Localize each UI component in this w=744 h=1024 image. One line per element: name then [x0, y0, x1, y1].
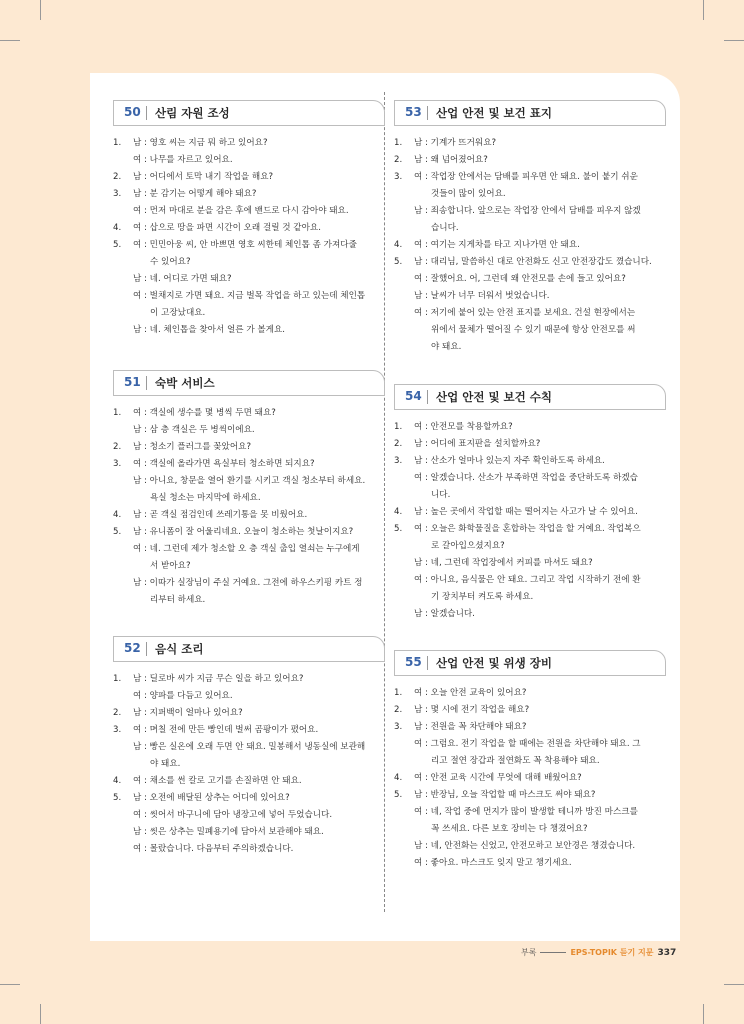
dialogue-line — [394, 436, 666, 453]
section-header-divider — [146, 642, 147, 656]
dialogue-text: 여 : 객실에 올라가면 욕실부터 청소하면 되지요? — [133, 459, 315, 469]
dialogue-text: 여 : 여기는 지게차를 타고 지나가면 안 돼요. — [414, 240, 580, 250]
dialogue-line — [394, 753, 666, 770]
question-number: 2. — [394, 155, 403, 165]
dialogue-text: 여 : 양파를 다듬고 있어요. — [133, 691, 233, 701]
section-title: 산림 자원 조성 — [155, 106, 230, 120]
section-number: 53 — [405, 105, 422, 119]
section-title: 산업 안전 및 보건 표지 — [436, 106, 552, 120]
dialogue-text: 여 : 며칠 전에 만든 빵인데 벌써 곰팡이가 폈어요. — [133, 725, 319, 735]
dialogue-line — [113, 558, 385, 575]
dialogue-text: 남 : 오전에 배달된 상추는 어디에 있어요? — [133, 793, 290, 803]
dialogue-line — [113, 773, 385, 790]
dialogue-text: 여 : 나무를 자르고 있어요. — [133, 155, 233, 165]
question-number: 2. — [394, 705, 403, 715]
dialogue-text: 여 : 네. 그런데 제가 청소할 오 층 객실 출입 열쇠는 누구에게 — [133, 544, 360, 554]
dialogue-text: 남 : 높은 곳에서 작업할 때는 떨어지는 사고가 날 수 있어요. — [414, 507, 638, 517]
dialogue-line — [394, 288, 666, 305]
section-54 — [394, 384, 666, 623]
section-header — [113, 370, 385, 396]
dialogue-text: 남 : 분 감기는 어떻게 해야 돼요? — [133, 189, 257, 199]
question-number: 5. — [394, 257, 403, 267]
dialogue-line — [394, 470, 666, 487]
dialogue-text: 남 : 지퍼백이 얼마나 있어요? — [133, 708, 243, 718]
dialogue-line — [113, 824, 385, 841]
dialogue-line — [394, 339, 666, 356]
question-number: 1. — [394, 422, 403, 432]
dialogue-line — [113, 671, 385, 688]
dialogue-text: 꼭 쓰세요. 다른 보호 장비는 다 챙겼어요? — [431, 824, 588, 834]
dialogue-text: 여 : 잘했어요. 어, 그런데 왜 안전모를 손에 들고 있어요? — [414, 274, 626, 284]
footer-rule — [540, 952, 566, 953]
question-number: 1. — [113, 138, 122, 148]
dialogue-line — [394, 487, 666, 504]
dialogue-text: 남 : 아니요, 창문을 열어 환기를 시키고 객실 청소부터 하세요. — [133, 476, 366, 486]
question-number: 1. — [394, 138, 403, 148]
dialogue-text: 남 : 빵은 실온에 오래 두면 안 돼요. 밀봉해서 냉동실에 보관해 — [133, 742, 366, 752]
dialogue-text: 리고 절연 장갑과 절연화도 꼭 착용해야 돼요. — [431, 756, 600, 766]
dialogue-text: 야 돼요. — [431, 342, 462, 352]
dialogue-text: 남 : 왜 넘어졌어요? — [414, 155, 488, 165]
dialogue-text: 남 : 영호 씨는 지금 뭐 하고 있어요? — [133, 138, 268, 148]
dialogue-line — [394, 271, 666, 288]
dialogue-line — [394, 787, 666, 804]
dialogue-line — [394, 702, 666, 719]
dialogue-line — [394, 521, 666, 538]
dialogue-line — [394, 237, 666, 254]
section-header-divider — [427, 390, 428, 404]
question-number: 2. — [113, 708, 122, 718]
crop-mark — [703, 0, 704, 20]
question-number: 1. — [394, 688, 403, 698]
section-52 — [113, 636, 385, 858]
dialogue-text: 남 : 죄송합니다. 앞으로는 작업장 안에서 담배를 피우지 않겠 — [414, 206, 641, 216]
dialogue-line — [394, 169, 666, 186]
dialogue-text: 남 : 알겠습니다. — [414, 609, 475, 619]
section-header — [394, 650, 666, 676]
crop-mark — [703, 1004, 704, 1024]
dialogue-text: 여 : 삽으로 땅을 파면 시간이 오래 걸릴 것 같아요. — [133, 223, 321, 233]
dialogue-line — [394, 572, 666, 589]
dialogue-text: 위에서 물체가 떨어질 수 있기 때문에 항상 안전모를 써 — [431, 325, 636, 335]
dialogue-line — [394, 220, 666, 237]
dialogue-line — [394, 504, 666, 521]
dialogue-line — [113, 288, 385, 305]
question-number: 3. — [113, 725, 122, 735]
question-number: 1. — [113, 408, 122, 418]
dialogue-line — [113, 169, 385, 186]
dialogue-text: 남 : 어디에서 토막 내기 작업을 해요? — [133, 172, 274, 182]
question-number: 3. — [394, 722, 403, 732]
dialogue-text: 것들이 많이 있어요. — [431, 189, 506, 199]
dialogue-text: 여 : 안전 교육 시간에 무엇에 대해 배웠어요? — [414, 773, 582, 783]
dialogue-text: 여 : 아니요, 음식물은 안 돼요. 그리고 작업 시작하기 전에 환 — [414, 575, 641, 585]
dialogue-line — [394, 135, 666, 152]
dialogue-line — [113, 592, 385, 609]
dialogue-text: 서 받아요? — [150, 561, 191, 571]
dialogue-text: 남 : 어디에 표지판을 설치할까요? — [414, 439, 541, 449]
dialogue-line — [394, 821, 666, 838]
crop-mark — [40, 1004, 41, 1024]
section-title: 음식 조리 — [155, 642, 204, 656]
question-number: 5. — [113, 793, 122, 803]
dialogue-text: 여 : 씻어서 바구니에 담아 냉장고에 넣어 두었습니다. — [133, 810, 333, 820]
dialogue-line — [394, 152, 666, 169]
crop-mark — [0, 40, 20, 41]
crop-mark — [40, 0, 41, 20]
dialogue-line — [113, 490, 385, 507]
dialogue-text: 남 : 삼 층 객실은 두 병씩이에요. — [133, 425, 255, 435]
dialogue-line — [394, 254, 666, 271]
dialogue-line — [394, 555, 666, 572]
question-number: 4. — [394, 773, 403, 783]
dialogue-text: 남 : 씻은 상추는 밀폐용기에 담아서 보관해야 돼요. — [133, 827, 324, 837]
section-header — [113, 636, 385, 662]
dialogue-text: 여 : 몰랐습니다. 다음부터 주의하겠습니다. — [133, 844, 294, 854]
dialogue-text: 여 : 민민아웅 씨, 안 바쁘면 영호 씨한테 체인톱 좀 가져다줄 — [133, 240, 357, 250]
dialogue-line — [394, 419, 666, 436]
section-53 — [394, 100, 666, 356]
dialogue-text: 남 : 유니폼이 잘 어울리네요. 오늘이 청소하는 첫날이지요? — [133, 527, 354, 537]
dialogue-line — [113, 756, 385, 773]
dialogue-text: 남 : 네, 그런데 작업장에서 커피를 마셔도 돼요? — [414, 558, 593, 568]
section-header — [394, 384, 666, 410]
page-number: 337 — [657, 948, 677, 958]
dialogue-line — [394, 203, 666, 220]
section-header — [394, 100, 666, 126]
dialogue-text: 야 돼요. — [150, 759, 181, 769]
dialogue-text: 여 : 네, 작업 중에 먼지가 많이 발생할 테니까 방진 마스크를 — [414, 807, 638, 817]
dialogue-line — [394, 589, 666, 606]
dialogue-line — [113, 254, 385, 271]
question-number: 1. — [113, 674, 122, 684]
dialogue-text: 이 고장났대요. — [150, 308, 206, 318]
dialogue-text: 남 : 반장님, 오늘 작업할 때 마스크도 써야 돼요? — [414, 790, 596, 800]
section-number: 51 — [124, 375, 141, 389]
dialogue-line — [394, 855, 666, 872]
section-header-divider — [146, 106, 147, 120]
question-number: 4. — [113, 510, 122, 520]
dialogue-line — [113, 473, 385, 490]
crop-mark — [724, 40, 744, 41]
question-number: 5. — [113, 240, 122, 250]
section-header-divider — [146, 376, 147, 390]
dialogue-line — [113, 456, 385, 473]
dialogue-line — [113, 203, 385, 220]
dialogue-text: 남 : 산소가 얼마나 있는지 자주 확인하도록 하세요. — [414, 456, 605, 466]
crop-mark — [724, 984, 744, 985]
dialogue-line — [113, 739, 385, 756]
dialogue-text: 여 : 좋아요. 마스크도 잊지 말고 챙기세요. — [414, 858, 572, 868]
section-title: 산업 안전 및 위생 장비 — [436, 656, 552, 670]
dialogue-line — [113, 422, 385, 439]
dialogue-line — [113, 135, 385, 152]
dialogue-line — [394, 322, 666, 339]
dialogue-line — [394, 685, 666, 702]
dialogue-text: 리부터 하세요. — [150, 595, 206, 605]
dialogue-text: 로 갈아입으셨지요? — [431, 541, 505, 551]
section-50 — [113, 100, 385, 339]
dialogue-line — [394, 606, 666, 623]
question-number: 4. — [394, 240, 403, 250]
section-number: 50 — [124, 105, 141, 119]
dialogue-text: 남 : 기계가 뜨거워요? — [414, 138, 497, 148]
dialogue-text: 여 : 벌채지로 가면 돼요. 지금 벌목 작업을 하고 있는데 체인톱 — [133, 291, 366, 301]
section-header-divider — [427, 106, 428, 120]
section-55 — [394, 650, 666, 872]
dialogue-text: 남 : 청소기 플러그를 꽂았어요? — [133, 442, 252, 452]
dialogue-line — [394, 719, 666, 736]
dialogue-line — [394, 770, 666, 787]
dialogue-text: 여 : 안전모를 착용할까요? — [414, 422, 513, 432]
dialogue-line — [113, 439, 385, 456]
dialogue-text: 여 : 오늘은 화학물질을 혼합하는 작업을 할 거예요. 작업복으 — [414, 524, 641, 534]
dialogue-line — [394, 453, 666, 470]
dialogue-text: 수 있어요? — [150, 257, 191, 267]
dialogue-text: 남 : 네, 안전화는 신었고, 안전모하고 보안경은 챙겼습니다. — [414, 841, 636, 851]
dialogue-text: 여 : 객실에 생수를 몇 병씩 두면 돼요? — [133, 408, 276, 418]
dialogue-line — [113, 575, 385, 592]
dialogue-text: 남 : 딜로바 씨가 지금 무슨 일을 하고 있어요? — [133, 674, 304, 684]
dialogue-text: 남 : 날씨가 너무 더워서 벗었습니다. — [414, 291, 550, 301]
dialogue-line — [113, 524, 385, 541]
dialogue-line — [394, 186, 666, 203]
dialogue-text: 여 : 채소를 썬 칼로 고기를 손질하면 안 돼요. — [133, 776, 302, 786]
question-number: 3. — [113, 459, 122, 469]
dialogue-text: 욕실 청소는 마지막에 하세요. — [150, 493, 261, 503]
footer-appendix: 부록 — [521, 948, 537, 957]
dialogue-text: 여 : 그럼요. 전기 작업을 할 때에는 전원을 차단해야 돼요. 그 — [414, 739, 641, 749]
section-number: 52 — [124, 641, 141, 655]
dialogue-line — [113, 237, 385, 254]
question-number: 5. — [113, 527, 122, 537]
dialogue-text: 남 : 몇 시에 전기 작업을 해요? — [414, 705, 530, 715]
dialogue-line — [113, 271, 385, 288]
dialogue-line — [113, 807, 385, 824]
dialogue-line — [113, 841, 385, 858]
section-header — [113, 100, 385, 126]
dialogue-line — [113, 322, 385, 339]
dialogue-text: 남 : 곧 객실 점검인데 쓰레기통을 못 비웠어요. — [133, 510, 308, 520]
question-number: 2. — [394, 439, 403, 449]
dialogue-line — [113, 507, 385, 524]
dialogue-text: 여 : 작업장 안에서는 담배를 피우면 안 돼요. 불이 붙기 쉬운 — [414, 172, 638, 182]
page-footer — [521, 947, 676, 958]
dialogue-line — [113, 186, 385, 203]
dialogue-line — [113, 541, 385, 558]
dialogue-text: 습니다. — [431, 223, 459, 233]
dialogue-line — [113, 152, 385, 169]
dialogue-text: 여 : 알겠습니다. 산소가 부족하면 작업을 중단하도록 하겠습 — [414, 473, 638, 483]
dialogue-line — [113, 305, 385, 322]
dialogue-line — [113, 790, 385, 807]
section-title: 산업 안전 및 보건 수칙 — [436, 390, 552, 404]
dialogue-line — [394, 804, 666, 821]
dialogue-text: 기 장치부터 켜도록 하세요. — [431, 592, 534, 602]
question-number: 5. — [394, 790, 403, 800]
dialogue-text: 남 : 전원을 꼭 차단해야 돼요? — [414, 722, 527, 732]
dialogue-line — [113, 220, 385, 237]
dialogue-text: 남 : 대리님, 말씀하신 대로 안전화도 신고 안전장갑도 꼈습니다. — [414, 257, 652, 267]
section-51 — [113, 370, 385, 609]
dialogue-text: 남 : 네. 어디로 가면 돼요? — [133, 274, 232, 284]
question-number: 3. — [113, 189, 122, 199]
dialogue-text: 여 : 먼저 마대로 분을 감은 후에 밴드로 다시 감아야 돼요. — [133, 206, 349, 216]
dialogue-line — [113, 688, 385, 705]
dialogue-text: 남 : 이따가 실장님이 주실 거예요. 그전에 하우스키핑 카트 정 — [133, 578, 363, 588]
question-number: 2. — [113, 442, 122, 452]
section-header-divider — [427, 656, 428, 670]
footer-book-title: EPS-TOPIK 듣기 지문 — [570, 948, 654, 957]
dialogue-line — [113, 705, 385, 722]
question-number: 3. — [394, 456, 403, 466]
dialogue-line — [394, 736, 666, 753]
question-number: 4. — [113, 223, 122, 233]
dialogue-text: 니다. — [431, 490, 451, 500]
dialogue-line — [394, 538, 666, 555]
dialogue-text: 남 : 네. 체인톱을 찾아서 얼른 가 볼게요. — [133, 325, 286, 335]
question-number: 3. — [394, 172, 403, 182]
dialogue-line — [113, 405, 385, 422]
question-number: 2. — [113, 172, 122, 182]
dialogue-line — [113, 722, 385, 739]
question-number: 4. — [113, 776, 122, 786]
question-number: 4. — [394, 507, 403, 517]
section-number: 54 — [405, 389, 422, 403]
question-number: 5. — [394, 524, 403, 534]
dialogue-line — [394, 305, 666, 322]
crop-mark — [0, 984, 20, 985]
dialogue-text: 여 : 오늘 안전 교육이 있어요? — [414, 688, 527, 698]
section-title: 숙박 서비스 — [155, 376, 215, 390]
section-number: 55 — [405, 655, 422, 669]
dialogue-text: 여 : 저기에 붙어 있는 안전 표지를 보세요. 건설 현장에서는 — [414, 308, 636, 318]
dialogue-line — [394, 838, 666, 855]
